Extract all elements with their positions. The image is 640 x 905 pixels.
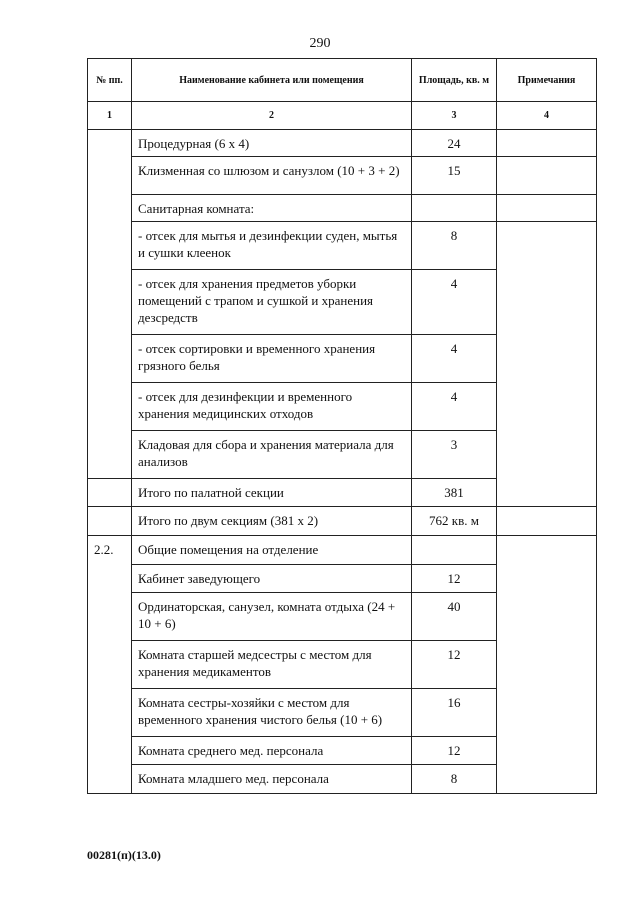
table-header-row <box>88 59 597 102</box>
room-name-cell: - отсек для мытья и дезинфекции суден, мытья и сушки клеенок <box>132 222 412 270</box>
column-number: 4 <box>497 102 597 130</box>
notes-cell <box>497 507 597 536</box>
room-name-cell: Общие помещения на отделение <box>132 536 412 565</box>
notes-cell <box>497 130 597 157</box>
row-number-cell: 2.2. <box>88 536 132 794</box>
area-cell: 8 <box>412 222 497 270</box>
room-name-cell: Итого по двум секциям (381 х 2) <box>132 507 412 536</box>
room-name-cell: - отсек для хранения предметов уборки помещений с трапом и сушкой и хранения дезсредств <box>132 270 412 335</box>
notes-cell <box>497 222 597 507</box>
area-cell <box>412 195 497 222</box>
room-name-cell: Кабинет заведующего <box>132 565 412 593</box>
table-row <box>88 222 597 270</box>
footer-document-code: 00281(п)(13.0) <box>87 848 161 862</box>
area-cell: 4 <box>412 383 497 431</box>
room-name-cell: Комната старшей медсестры с местом для хранения медикаментов <box>132 641 412 689</box>
table-body <box>88 130 597 794</box>
table-row <box>88 507 597 536</box>
area-cell: 762 кв. м <box>412 507 497 536</box>
area-cell: 8 <box>412 765 497 794</box>
column-number: 3 <box>412 102 497 130</box>
area-cell: 12 <box>412 565 497 593</box>
room-name-cell: Процедурная (6 х 4) <box>132 130 412 157</box>
area-cell: 12 <box>412 641 497 689</box>
area-cell: 4 <box>412 335 497 383</box>
row-number-cell <box>88 130 132 479</box>
room-name-cell: Ординаторская, санузел, комната отдыха (24 + 10 + 6) <box>132 593 412 641</box>
header-notes: Примечания <box>497 59 597 102</box>
area-cell: 4 <box>412 270 497 335</box>
area-cell: 40 <box>412 593 497 641</box>
table-row <box>88 130 597 157</box>
room-name-cell: Санитарная комната: <box>132 195 412 222</box>
notes-cell <box>497 536 597 794</box>
room-name-cell: - отсек для дезинфекции и временного хранения медицинских отходов <box>132 383 412 431</box>
room-name-cell: Комната сестры-хозяйки с местом для временного хранения чистого белья (10 + 6) <box>132 689 412 737</box>
area-cell <box>412 536 497 565</box>
area-cell: 15 <box>412 157 497 195</box>
notes-cell <box>497 157 597 195</box>
table-row <box>88 157 597 195</box>
row-number-cell <box>88 507 132 536</box>
row-number-cell <box>88 479 132 507</box>
area-cell: 381 <box>412 479 497 507</box>
page-number: 290 <box>309 36 331 51</box>
room-name-cell: Кладовая для сбора и хранения материала для анализов <box>132 431 412 479</box>
room-name-cell: Клизменная со шлюзом и санузлом (10 + 3 + 2) <box>132 157 412 195</box>
notes-cell <box>497 195 597 222</box>
column-number: 1 <box>88 102 132 130</box>
table-row <box>88 536 597 565</box>
header-room-name: Наименование кабинета или помещения <box>132 59 412 102</box>
area-cell: 3 <box>412 431 497 479</box>
column-number-row <box>88 102 597 130</box>
table-row <box>88 195 597 222</box>
room-name-cell: - отсек сортировки и временного хранения грязного белья <box>132 335 412 383</box>
column-number: 2 <box>132 102 412 130</box>
room-name-cell: Итого по палатной секции <box>132 479 412 507</box>
header-number: № пп. <box>88 59 132 102</box>
room-name-cell: Комната младшего мед. персонала <box>132 765 412 794</box>
area-cell: 12 <box>412 737 497 765</box>
header-area: Площадь, кв. м <box>412 59 497 102</box>
rooms-table <box>87 58 597 794</box>
room-name-cell: Комната среднего мед. персонала <box>132 737 412 765</box>
area-cell: 16 <box>412 689 497 737</box>
area-cell: 24 <box>412 130 497 157</box>
